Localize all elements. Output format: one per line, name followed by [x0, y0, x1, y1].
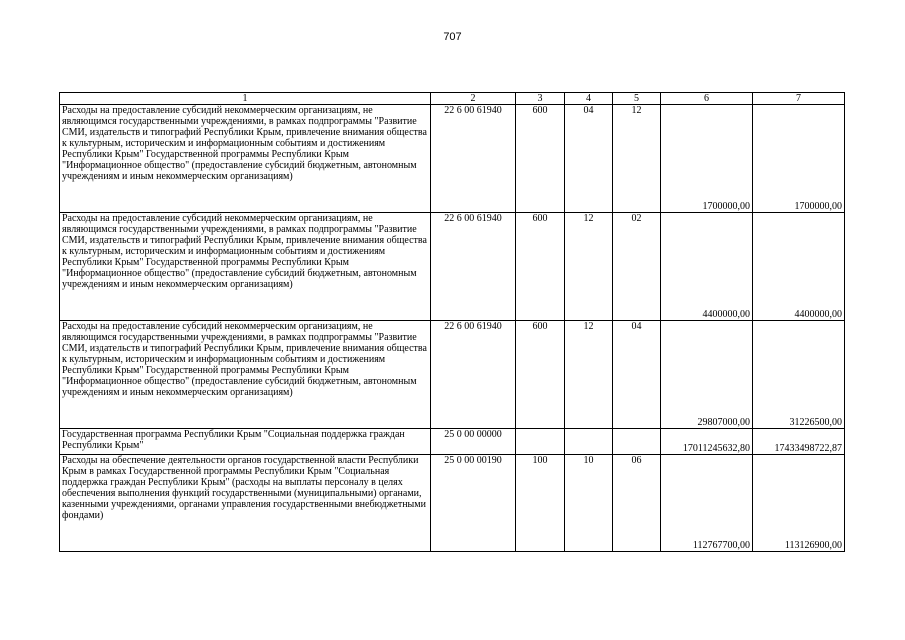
subsection-code: 04 [613, 321, 661, 429]
table-row [60, 455, 845, 552]
table-row [60, 321, 845, 429]
table-row [60, 105, 845, 213]
subsection-code: 02 [613, 213, 661, 321]
target-article-code: 22 6 00 61940 [431, 213, 516, 321]
header-cell-5: 5 [613, 93, 661, 105]
header-cell-6: 6 [661, 93, 753, 105]
target-article-code: 25 0 00 00190 [431, 455, 516, 552]
amount-year-2: 113126900,00 [753, 455, 845, 552]
section-code: 10 [565, 455, 613, 552]
amount-year-1: 4400000,00 [661, 213, 753, 321]
expense-type-code: 600 [516, 213, 565, 321]
section-code [565, 429, 613, 455]
amount-year-1: 17011245632,80 [661, 429, 753, 455]
expense-description: Государственная программа Республики Крым "Социальная поддержка граждан Республики Крым" [60, 429, 431, 455]
amount-year-2: 1700000,00 [753, 105, 845, 213]
amount-year-1: 29807000,00 [661, 321, 753, 429]
header-cell-4: 4 [565, 93, 613, 105]
amount-year-2: 31226500,00 [753, 321, 845, 429]
amount-year-1: 112767700,00 [661, 455, 753, 552]
expense-type-code: 100 [516, 455, 565, 552]
target-article-code: 22 6 00 61940 [431, 105, 516, 213]
section-code: 12 [565, 213, 613, 321]
subsection-code: 06 [613, 455, 661, 552]
section-code: 04 [565, 105, 613, 213]
expense-type-code [516, 429, 565, 455]
table-row [60, 429, 845, 455]
header-cell-3: 3 [516, 93, 565, 105]
expense-type-code: 600 [516, 105, 565, 213]
expense-description: Расходы на обеспечение деятельности органов государственной власти Республики Крым в рамках Государственной программы Республики Крым "Социальная поддержка граждан Республики Крым" (расходы на выплаты персоналу в целях обеспечения выполнения функций государственными (муниципальными) органами, казенными учреждениями, органами управления государственными внебюджетными фондами) [60, 455, 431, 552]
expense-description: Расходы на предоставление субсидий некоммерческим организациям, не являющимся государственными учреждениями, в рамках подпрограммы "Развитие СМИ, издательств и типографий Республики Крым, привлечение внимания общества к культурным, историческим и информационным событиям и достижениям Республики Крым" Государственной программы Республики Крым "Информационное общество" (предоставление субсидий бюджетным, автономным учреждениям и иным некоммерческим организациям) [60, 105, 431, 213]
amount-year-2: 17433498722,87 [753, 429, 845, 455]
expense-type-code: 600 [516, 321, 565, 429]
expense-description: Расходы на предоставление субсидий некоммерческим организациям, не являющимся государственными учреждениями, в рамках подпрограммы "Развитие СМИ, издательств и типографий Республики Крым, привлечение внимания общества к культурным, историческим и информационным событиям и достижениям Республики Крым" Государственной программы Республики Крым "Информационное общество" (предоставление субсидий бюджетным, автономным учреждениям и иным некоммерческим организациям) [60, 321, 431, 429]
budget-table [59, 92, 845, 552]
target-article-code: 25 0 00 00000 [431, 429, 516, 455]
subsection-code: 12 [613, 105, 661, 213]
table-header-row [60, 93, 845, 105]
header-cell-2: 2 [431, 93, 516, 105]
header-cell-7: 7 [753, 93, 845, 105]
amount-year-2: 4400000,00 [753, 213, 845, 321]
section-code: 12 [565, 321, 613, 429]
amount-year-1: 1700000,00 [661, 105, 753, 213]
header-cell-1: 1 [60, 93, 431, 105]
expense-description: Расходы на предоставление субсидий некоммерческим организациям, не являющимся государственными учреждениями, в рамках подпрограммы "Развитие СМИ, издательств и типографий Республики Крым, привлечение внимания общества к культурным, историческим и информационным событиям и достижениям Республики Крым" Государственной программы Республики Крым "Информационное общество" (предоставление субсидий бюджетным, автономным учреждениям и иным некоммерческим организациям) [60, 213, 431, 321]
page-number: 707 [443, 31, 462, 43]
subsection-code [613, 429, 661, 455]
table-row [60, 213, 845, 321]
target-article-code: 22 6 00 61940 [431, 321, 516, 429]
